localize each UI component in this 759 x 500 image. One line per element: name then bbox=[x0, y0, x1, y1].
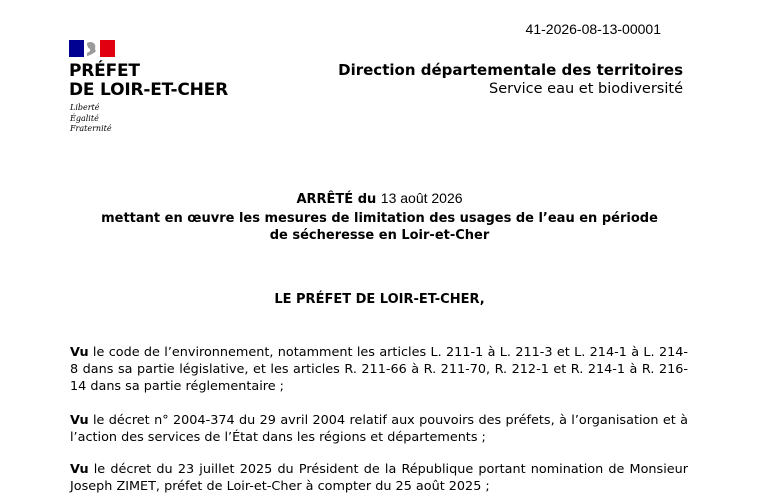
visa-text: le décret du 23 juillet 2025 du Président de la République portant nomination de Monsieur Joseph ZIMET, préfet de Loir-et-Cher à compter du 25 août 2025 ; bbox=[70, 462, 688, 494]
prefet-line-1: PRÉFET bbox=[69, 61, 140, 81]
visa-paragraph bbox=[70, 344, 688, 395]
arrete-subject-line-2: de sécheresse en Loir-et-Cher bbox=[269, 228, 490, 243]
visa-text: le décret n° 2004-374 du 29 avril 2004 relatif aux pouvoirs des préfets, à l’organisation et à l’action des services de l’État dans les régions et départements ; bbox=[70, 413, 688, 445]
republic-motto bbox=[70, 103, 112, 135]
prefet-title bbox=[69, 62, 228, 100]
motto-egalite: Égalité bbox=[70, 113, 99, 123]
visa-label: Vu bbox=[70, 462, 89, 477]
marianne-icon bbox=[84, 40, 100, 57]
flag-blue-band bbox=[69, 40, 84, 57]
service-name: Service eau et biodiversité bbox=[488, 81, 683, 97]
arrete-title bbox=[0, 190, 759, 244]
arrete-date: 13 août 2026 bbox=[380, 190, 463, 206]
arrete-label: ARRÊTÉ du bbox=[296, 192, 377, 207]
prefet-heading: LE PRÉFET DE LOIR-ET-CHER, bbox=[274, 292, 485, 307]
visa-label: Vu bbox=[70, 345, 89, 360]
flag-red-band bbox=[100, 40, 115, 57]
reference-number: 41-2026-08-13-00001 bbox=[525, 21, 661, 37]
visa-paragraph bbox=[70, 412, 688, 446]
arrete-subject-line-1: mettant en œuvre les mesures de limitation des usages de l’eau en période bbox=[101, 211, 658, 226]
direction-name: Direction départementale des territoires bbox=[338, 61, 683, 79]
visa-paragraph bbox=[70, 461, 688, 495]
marianne-flag-logo bbox=[69, 40, 115, 57]
visa-label: Vu bbox=[70, 413, 89, 428]
motto-fraternite: Fraternité bbox=[70, 124, 112, 133]
motto-liberte: Liberté bbox=[70, 103, 100, 112]
issuing-service bbox=[338, 61, 683, 99]
visa-text: le code de l’environnement, notamment les articles L. 211-1 à L. 211-3 et L. 214-1 à L. 214-8 dans sa partie législative, et les articles R. 211-66 à R. 211-70, R. 212-1 et R. 214-1 à R. 216-14 dans sa partie réglementaire ; bbox=[70, 345, 688, 394]
prefet-line-2: DE LOIR-ET-CHER bbox=[69, 80, 228, 100]
